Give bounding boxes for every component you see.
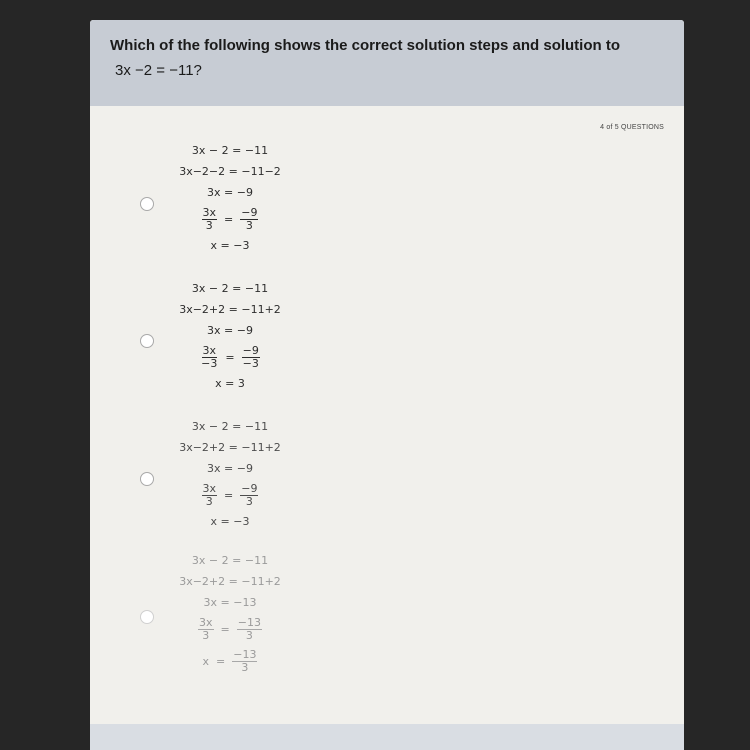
step-line: 3x−2−2 = −11−2: [179, 165, 281, 178]
result-line: x = $\frac{-13}{3}$: [202, 647, 257, 674]
step-line: 3x = −9: [207, 324, 253, 337]
question-header: [90, 20, 684, 106]
left-fraction: $\frac{3x}{3}$: [199, 615, 213, 642]
solution-steps-d: [130, 550, 330, 677]
result-line: x = 3: [215, 377, 245, 390]
step-line: 3x = −9: [207, 462, 253, 475]
step-line: 3x − 2 = −11: [191, 144, 269, 157]
quiz-card: [90, 20, 684, 750]
step-line: 3x − 2 = −11: [191, 282, 269, 295]
step-line: 3x − 2 = −11: [191, 554, 269, 567]
fraction-step: $\frac{3x}{-3}$ = $\frac{-9}{-3}$: [201, 343, 259, 370]
right-fraction: $\frac{-9}{-3}$: [242, 343, 259, 370]
right-fraction: $\frac{-13}{3}$: [237, 615, 261, 642]
step-line: 3x−2+2 = −11+2: [179, 303, 281, 316]
left-fraction: $\frac{3x}{-3}$: [201, 343, 218, 370]
fraction-step: $\frac{3x}{3}$ = $\frac{-9}{3}$: [202, 481, 258, 508]
left-fraction: $\frac{3x}{3}$: [202, 205, 217, 232]
result-line: x = −3: [210, 239, 250, 252]
result-variable: x: [202, 654, 210, 668]
step-line: 3x = −13: [203, 596, 257, 609]
fraction-step: $\frac{3x}{3}$ = $\frac{-13}{3}$: [199, 615, 261, 642]
solution-steps-b: [130, 278, 330, 394]
step-line: 3x−2+2 = −11+2: [179, 441, 281, 454]
solution-steps-c: [130, 416, 330, 532]
result-line: x = −3: [210, 515, 250, 528]
step-line: 3x = −9: [207, 186, 253, 199]
step-line: 3x−2+2 = −11+2: [179, 575, 281, 588]
right-fraction: $\frac{-9}{3}$: [241, 481, 258, 508]
question-progress: 4 of 5 QUESTIONS: [600, 124, 664, 131]
fraction-step: $\frac{3x}{3}$ = $\frac{-9}{3}$: [202, 205, 258, 232]
solution-steps-a: [130, 140, 330, 256]
footer-bar: [90, 724, 684, 750]
question-text: Which of the following shows the correct solution steps and solution to: [110, 37, 620, 54]
right-fraction: $\frac{-9}{3}$: [241, 205, 258, 232]
result-fraction: $\frac{-13}{3}$: [233, 647, 257, 674]
question-equation: 3x −2 = −11?: [115, 62, 202, 79]
step-line: 3x − 2 = −11: [191, 420, 269, 433]
left-fraction: $\frac{3x}{3}$: [202, 481, 217, 508]
